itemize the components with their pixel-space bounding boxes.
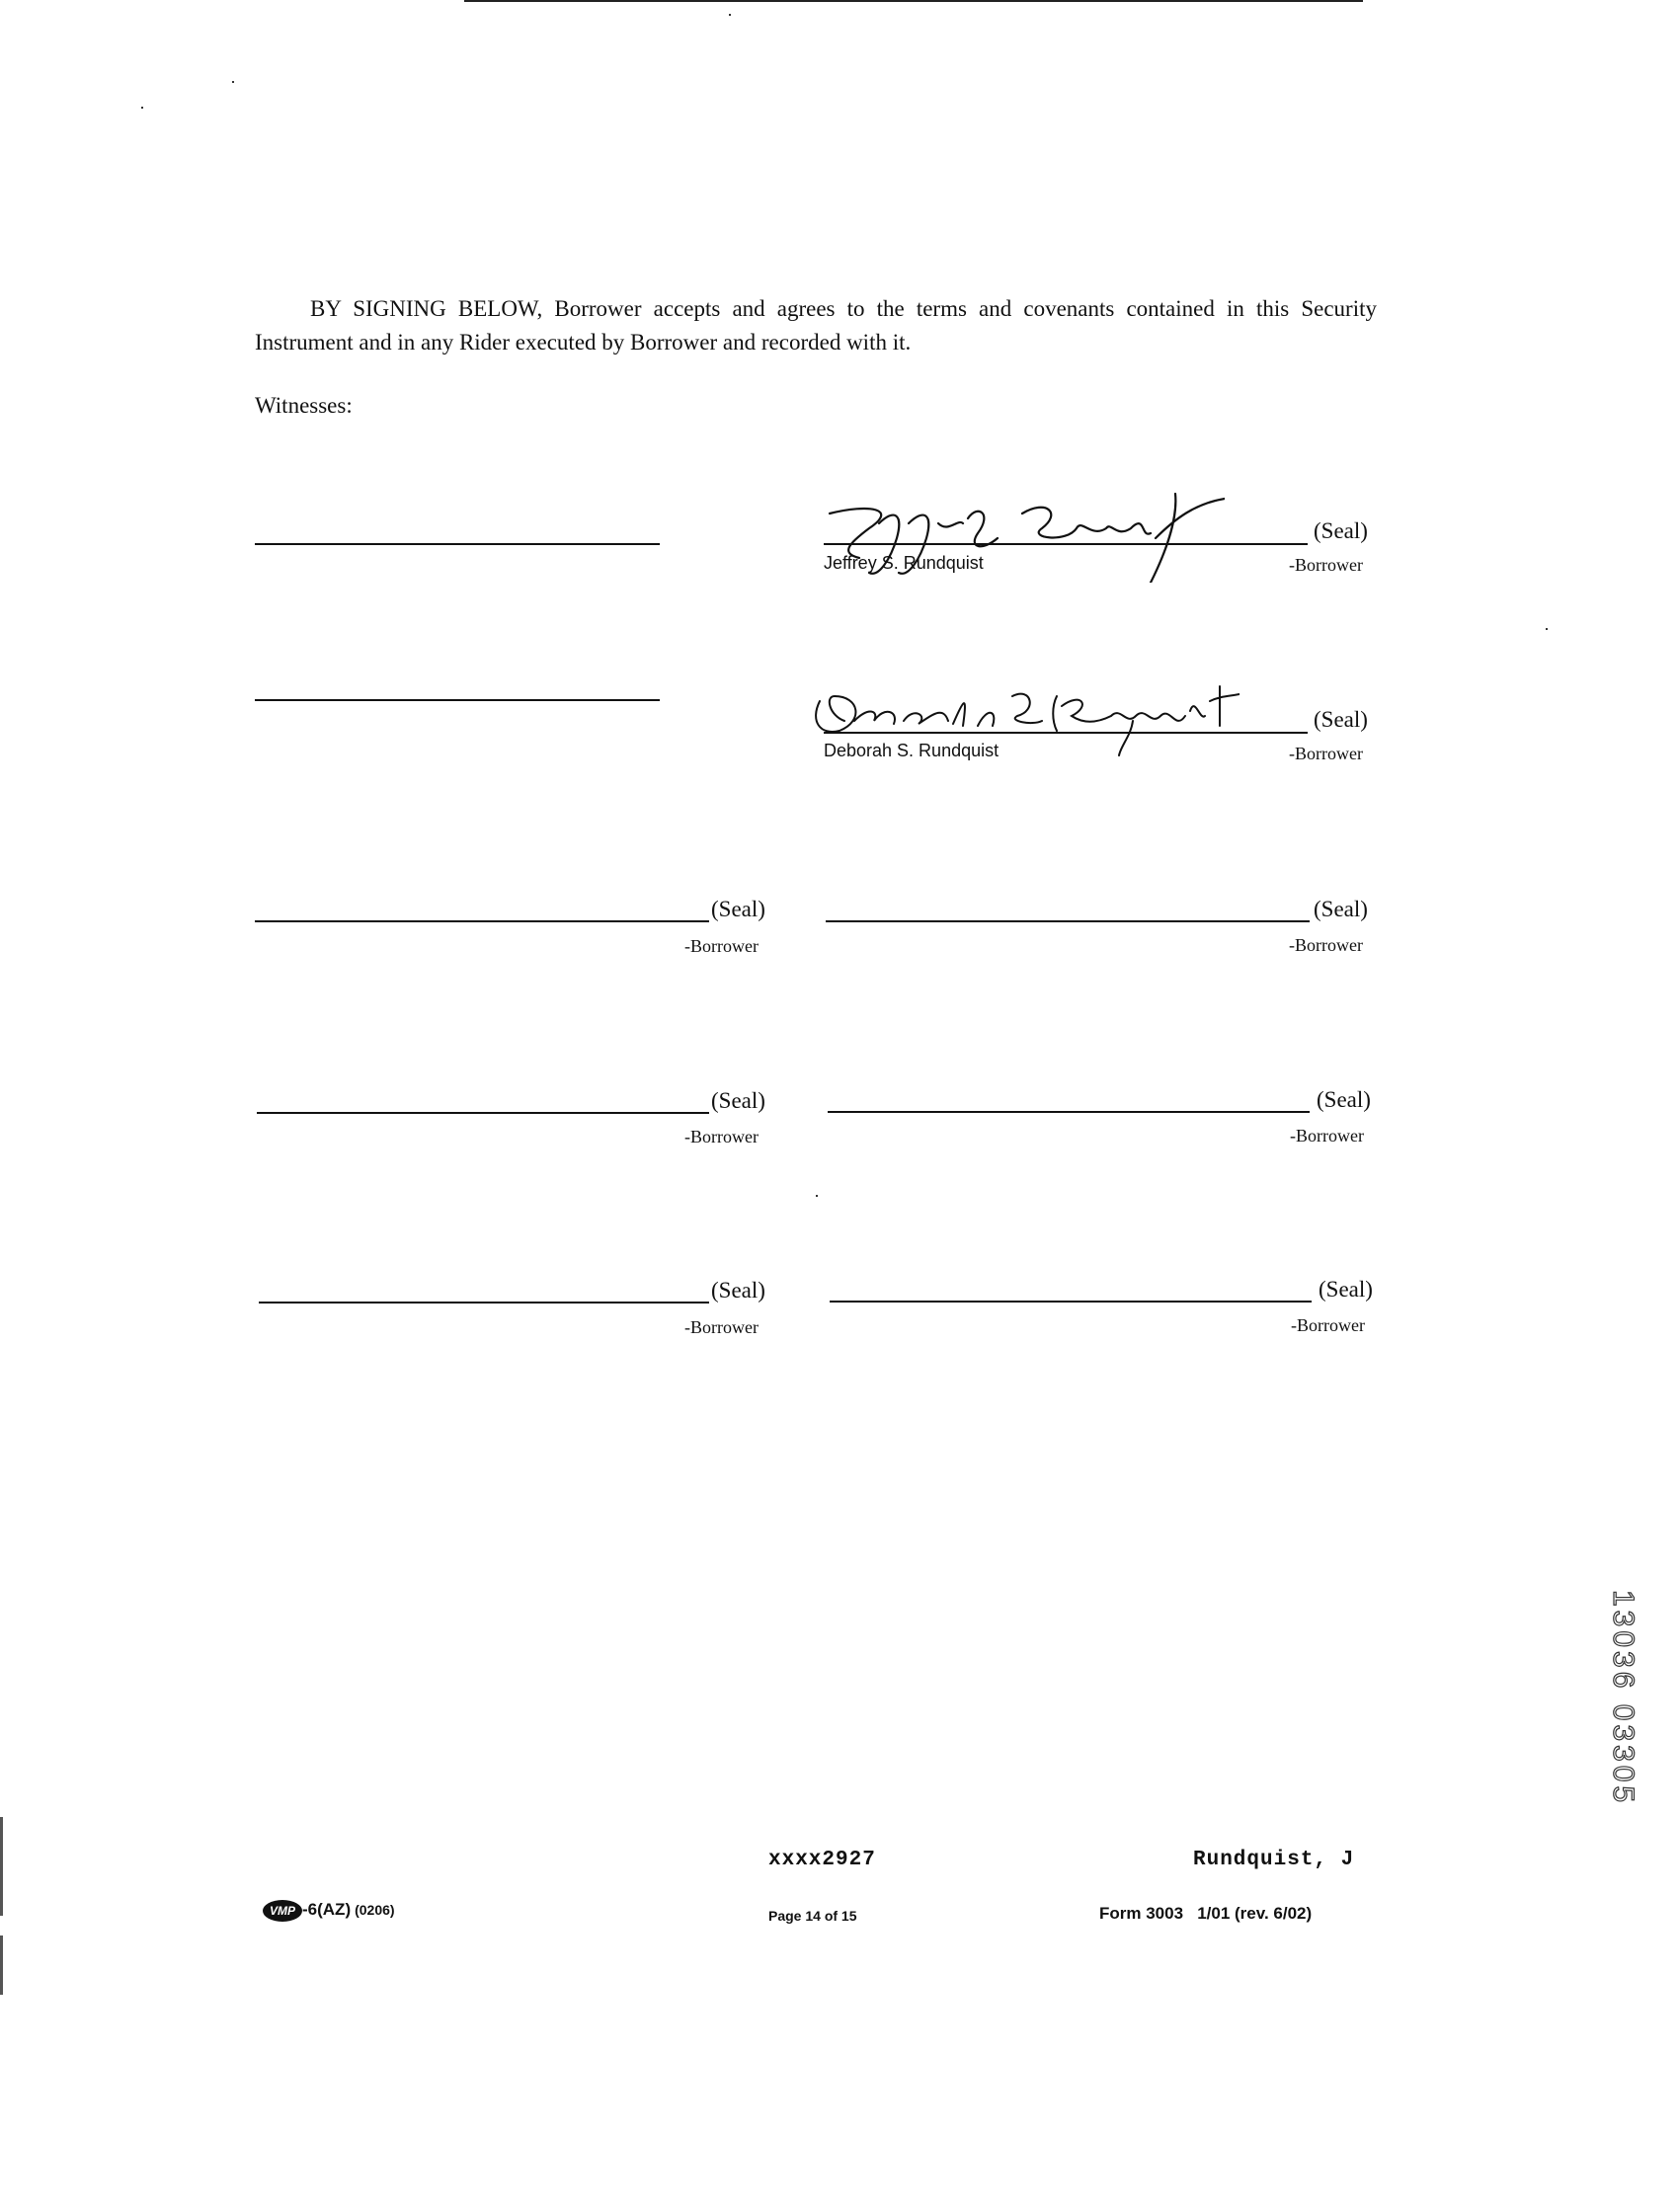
borrower-label: -Borrower	[1290, 1126, 1364, 1146]
page-number: Page 14 of 15	[768, 1908, 857, 1924]
seal-label: (Seal)	[711, 897, 765, 921]
seal-label: (Seal)	[1314, 897, 1368, 921]
borrower-short-name: Rundquist, J	[1193, 1849, 1355, 1871]
seal-label: (Seal)	[1319, 1277, 1373, 1302]
signature-line-deborah[interactable]	[824, 732, 1308, 734]
scan-speck	[1546, 628, 1548, 630]
seal-label: (Seal)	[1314, 707, 1368, 732]
witnesses-label: Witnesses:	[255, 393, 353, 418]
borrower-label: -Borrower	[684, 1127, 759, 1146]
seal-label: (Seal)	[1314, 518, 1368, 543]
scan-edge-mark	[0, 1936, 3, 1995]
borrower-label: -Borrower	[1289, 744, 1363, 763]
seal-label: (Seal)	[711, 1088, 765, 1113]
form-code-block	[263, 1900, 395, 1922]
witness-line-2[interactable]	[255, 699, 660, 701]
borrower-signature-line[interactable]	[828, 1111, 1310, 1113]
form-code-version: (0206)	[355, 1902, 395, 1918]
borrower-label: -Borrower	[1289, 555, 1363, 575]
signing-statement: BY SIGNING BELOW, Borrower accepts and agrees to the terms and covenants contained in this Security Instrument and in any Rider executed by Borrower and recorded with it.	[255, 296, 1377, 355]
borrower-label: -Borrower	[684, 1317, 759, 1337]
signer-name-deborah: Deborah S. Rundquist	[824, 741, 999, 760]
vmp-logo: VMP	[263, 1900, 302, 1922]
scan-speck	[729, 14, 731, 16]
form-code: -6(AZ)	[302, 1900, 352, 1919]
borrower-signature-line[interactable]	[257, 1112, 709, 1114]
form-id: Form 3003 1/01 (rev. 6/02)	[1099, 1904, 1313, 1923]
scan-top-border	[464, 0, 1363, 2]
seal-label: (Seal)	[711, 1278, 765, 1303]
borrower-signature-line[interactable]	[830, 1301, 1312, 1303]
loan-number: xxxx2927	[768, 1849, 876, 1871]
side-recording-stamp: 13036 03305	[1607, 1590, 1639, 1807]
signer-name-jeffrey: Jeffrey S. Rundquist	[824, 553, 984, 573]
scan-speck	[816, 1195, 818, 1197]
borrower-signature-line[interactable]	[255, 920, 709, 922]
signature-line-jeffrey[interactable]	[824, 543, 1308, 545]
borrower-signature-line[interactable]	[826, 920, 1310, 922]
borrower-label: -Borrower	[1289, 935, 1363, 955]
borrower-signature-line[interactable]	[259, 1302, 709, 1304]
scan-speck	[141, 107, 143, 109]
scan-edge-mark	[0, 1817, 3, 1916]
borrower-label: -Borrower	[1291, 1315, 1365, 1335]
seal-label: (Seal)	[1317, 1087, 1371, 1112]
borrower-label: -Borrower	[684, 936, 759, 956]
scan-speck	[232, 81, 234, 83]
witness-line-1[interactable]	[255, 543, 660, 545]
